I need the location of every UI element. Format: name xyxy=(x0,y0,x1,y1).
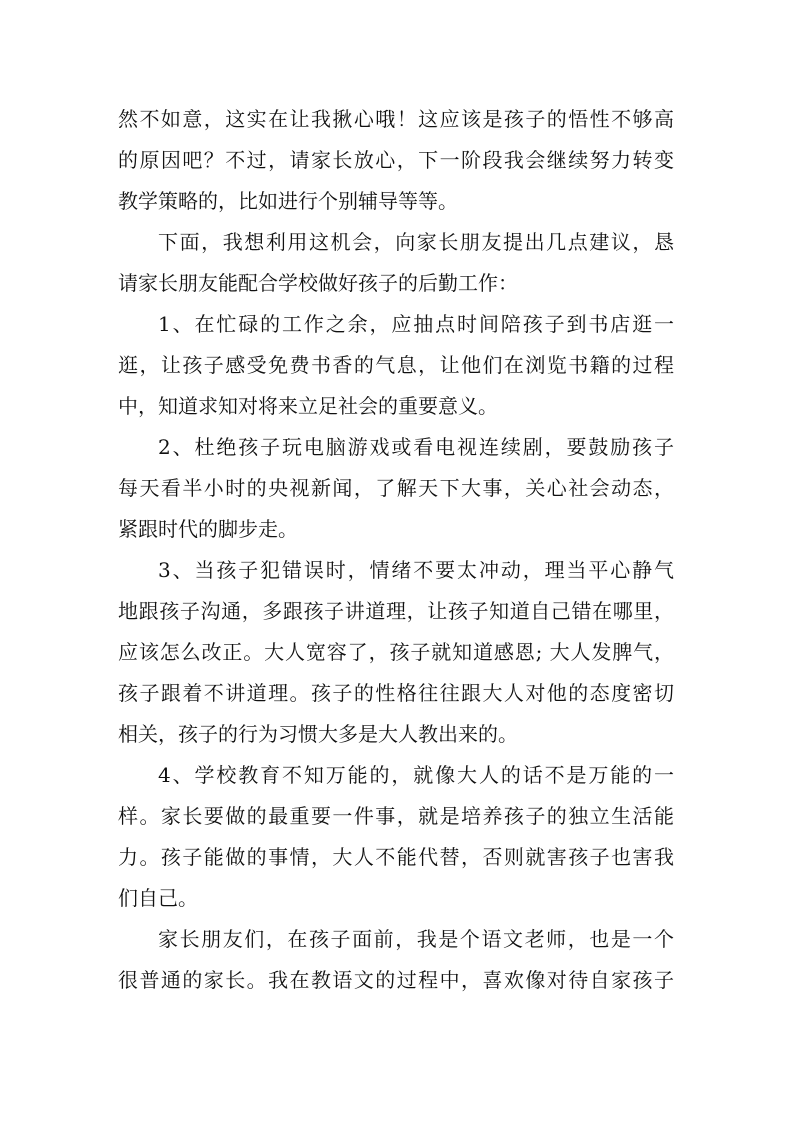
paragraph-suggestion-3 xyxy=(118,550,674,755)
text-line: 2、杜绝孩子玩电脑游戏或看电视连续剧，要鼓励孩子 xyxy=(158,435,674,459)
text-line: 每天看半小时的央视新闻，了解天下大事，关心社会动态， xyxy=(118,476,674,500)
text-line: 的原因吧？不过，请家长放心，下一阶段我会继续努力转变 xyxy=(118,148,674,172)
document-body xyxy=(118,99,674,1001)
text-line: 相关，孩子的行为习惯大多是大人教出来的。 xyxy=(118,722,518,746)
text-line: 中，知道求知对将来立足社会的重要意义。 xyxy=(118,394,498,418)
paragraph-suggestions-intro xyxy=(118,222,674,304)
text-line: 然不如意，这实在让我揪心哦！这应该是孩子的悟性不够高 xyxy=(118,107,674,131)
text-line: 紧跟时代的脚步走。 xyxy=(118,517,298,541)
text-line: 地跟孩子沟通，多跟孩子讲道理，让孩子知道自己错在哪里， xyxy=(118,599,674,623)
text-line: 教学策略的，比如进行个别辅导等等。 xyxy=(118,189,458,213)
text-line: 请家长朋友能配合学校做好孩子的后勤工作： xyxy=(118,271,518,295)
text-line: 们自己。 xyxy=(118,886,198,910)
text-line: 4、学校教育不知万能的，就像大人的话不是万能的一 xyxy=(158,763,674,787)
text-line: 很普通的家长。我在教语文的过程中，喜欢像对待自家孩子 xyxy=(118,968,674,992)
text-line: 样。家长要做的最重要一件事，就是培养孩子的独立生活能 xyxy=(118,804,674,828)
text-line: 应该怎么改正。大人宽容了，孩子就知道感恩; 大人发脾气， xyxy=(118,640,674,664)
paragraph-closing xyxy=(118,919,674,1001)
text-line: 力。孩子能做的事情，大人不能代替，否则就害孩子也害我 xyxy=(118,845,674,869)
text-line: 家长朋友们，在孩子面前，我是个语文老师，也是一个 xyxy=(158,927,674,951)
paragraph-suggestion-1 xyxy=(118,304,674,427)
paragraph-continuation xyxy=(118,99,674,222)
paragraph-suggestion-2 xyxy=(118,427,674,550)
text-line: 逛，让孩子感受免费书香的气息，让他们在浏览书籍的过程 xyxy=(118,353,674,377)
text-line: 孩子跟着不讲道理。孩子的性格往往跟大人对他的态度密切 xyxy=(118,681,674,705)
text-line: 下面，我想利用这机会，向家长朋友提出几点建议，恳 xyxy=(158,230,674,254)
text-line: 3、当孩子犯错误时，情绪不要太冲动，理当平心静气 xyxy=(158,558,674,582)
paragraph-suggestion-4 xyxy=(118,755,674,919)
text-line: 1、在忙碌的工作之余，应抽点时间陪孩子到书店逛一 xyxy=(158,312,674,336)
